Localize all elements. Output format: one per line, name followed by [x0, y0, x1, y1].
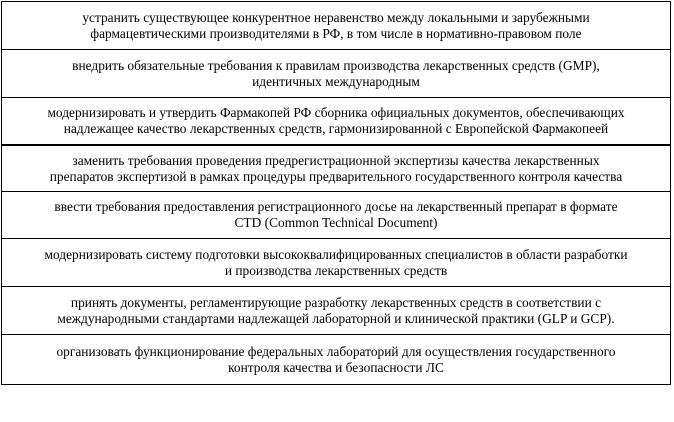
measures-table: [1, 1, 671, 385]
measure-row: [2, 238, 670, 286]
measure-text: [47, 105, 624, 137]
measure-line: контроля качества и безопасности ЛС: [228, 359, 444, 375]
measure-text: [50, 153, 623, 185]
measure-line: и производства лекарственных средств: [224, 262, 448, 278]
measure-text: [72, 58, 600, 90]
measure-line: организовать функционирование федеральных лабораторий для осуществления государственного: [56, 343, 616, 359]
measure-text: [82, 10, 589, 42]
measure-line: препаратов экспертизой в рамках процедуры предварительного государственного контроля качества: [49, 168, 623, 184]
measure-line: внедрить обязательные требования к правилам производства лекарственных средств (GMP),: [72, 57, 600, 73]
measure-line: международными стандартами надлежащей лабораторной и клинической практики (GLP и GCP).: [57, 310, 615, 326]
measure-line: модернизировать и утвердить Фармакопей РФ сборника официальных документов, обеспечивающих: [47, 105, 625, 120]
measure-row: [2, 286, 670, 334]
measure-row: [2, 97, 670, 144]
measure-text: [44, 247, 627, 279]
measure-row: [2, 2, 670, 49]
measure-line: надлежащее качество лекарственных средств, гармонизированной с Европейской Фармакопеей: [63, 121, 609, 136]
measure-row: [2, 334, 670, 384]
measure-row: [2, 49, 670, 97]
measure-line: принять документы, регламентирующие разработку лекарственных средств в соответствии с: [70, 294, 602, 310]
measure-line: устранить существующее конкурентное неравенство между локальными и зарубежными: [82, 9, 590, 25]
measure-text: [57, 295, 614, 327]
measure-line: ввести требования предоставления регистрационного досье на лекарственный препарат в формате: [54, 199, 618, 214]
measure-line: фармацевтическими производителями в РФ, в том числе в нормативно-правовом поле: [90, 25, 582, 41]
measure-line: модернизировать систему подготовки высококвалифицированных специалистов в области разработки: [44, 246, 628, 262]
measure-line: идентичных международным: [252, 73, 420, 89]
measure-line: CTD (Common Technical Document): [234, 215, 438, 230]
measure-row: [2, 144, 670, 191]
measure-text: [54, 199, 617, 231]
measure-text: [56, 344, 615, 376]
measure-line: заменить требования проведения предрегистрационной экспертизы качества лекарственных: [72, 152, 600, 168]
measure-row: [2, 191, 670, 238]
